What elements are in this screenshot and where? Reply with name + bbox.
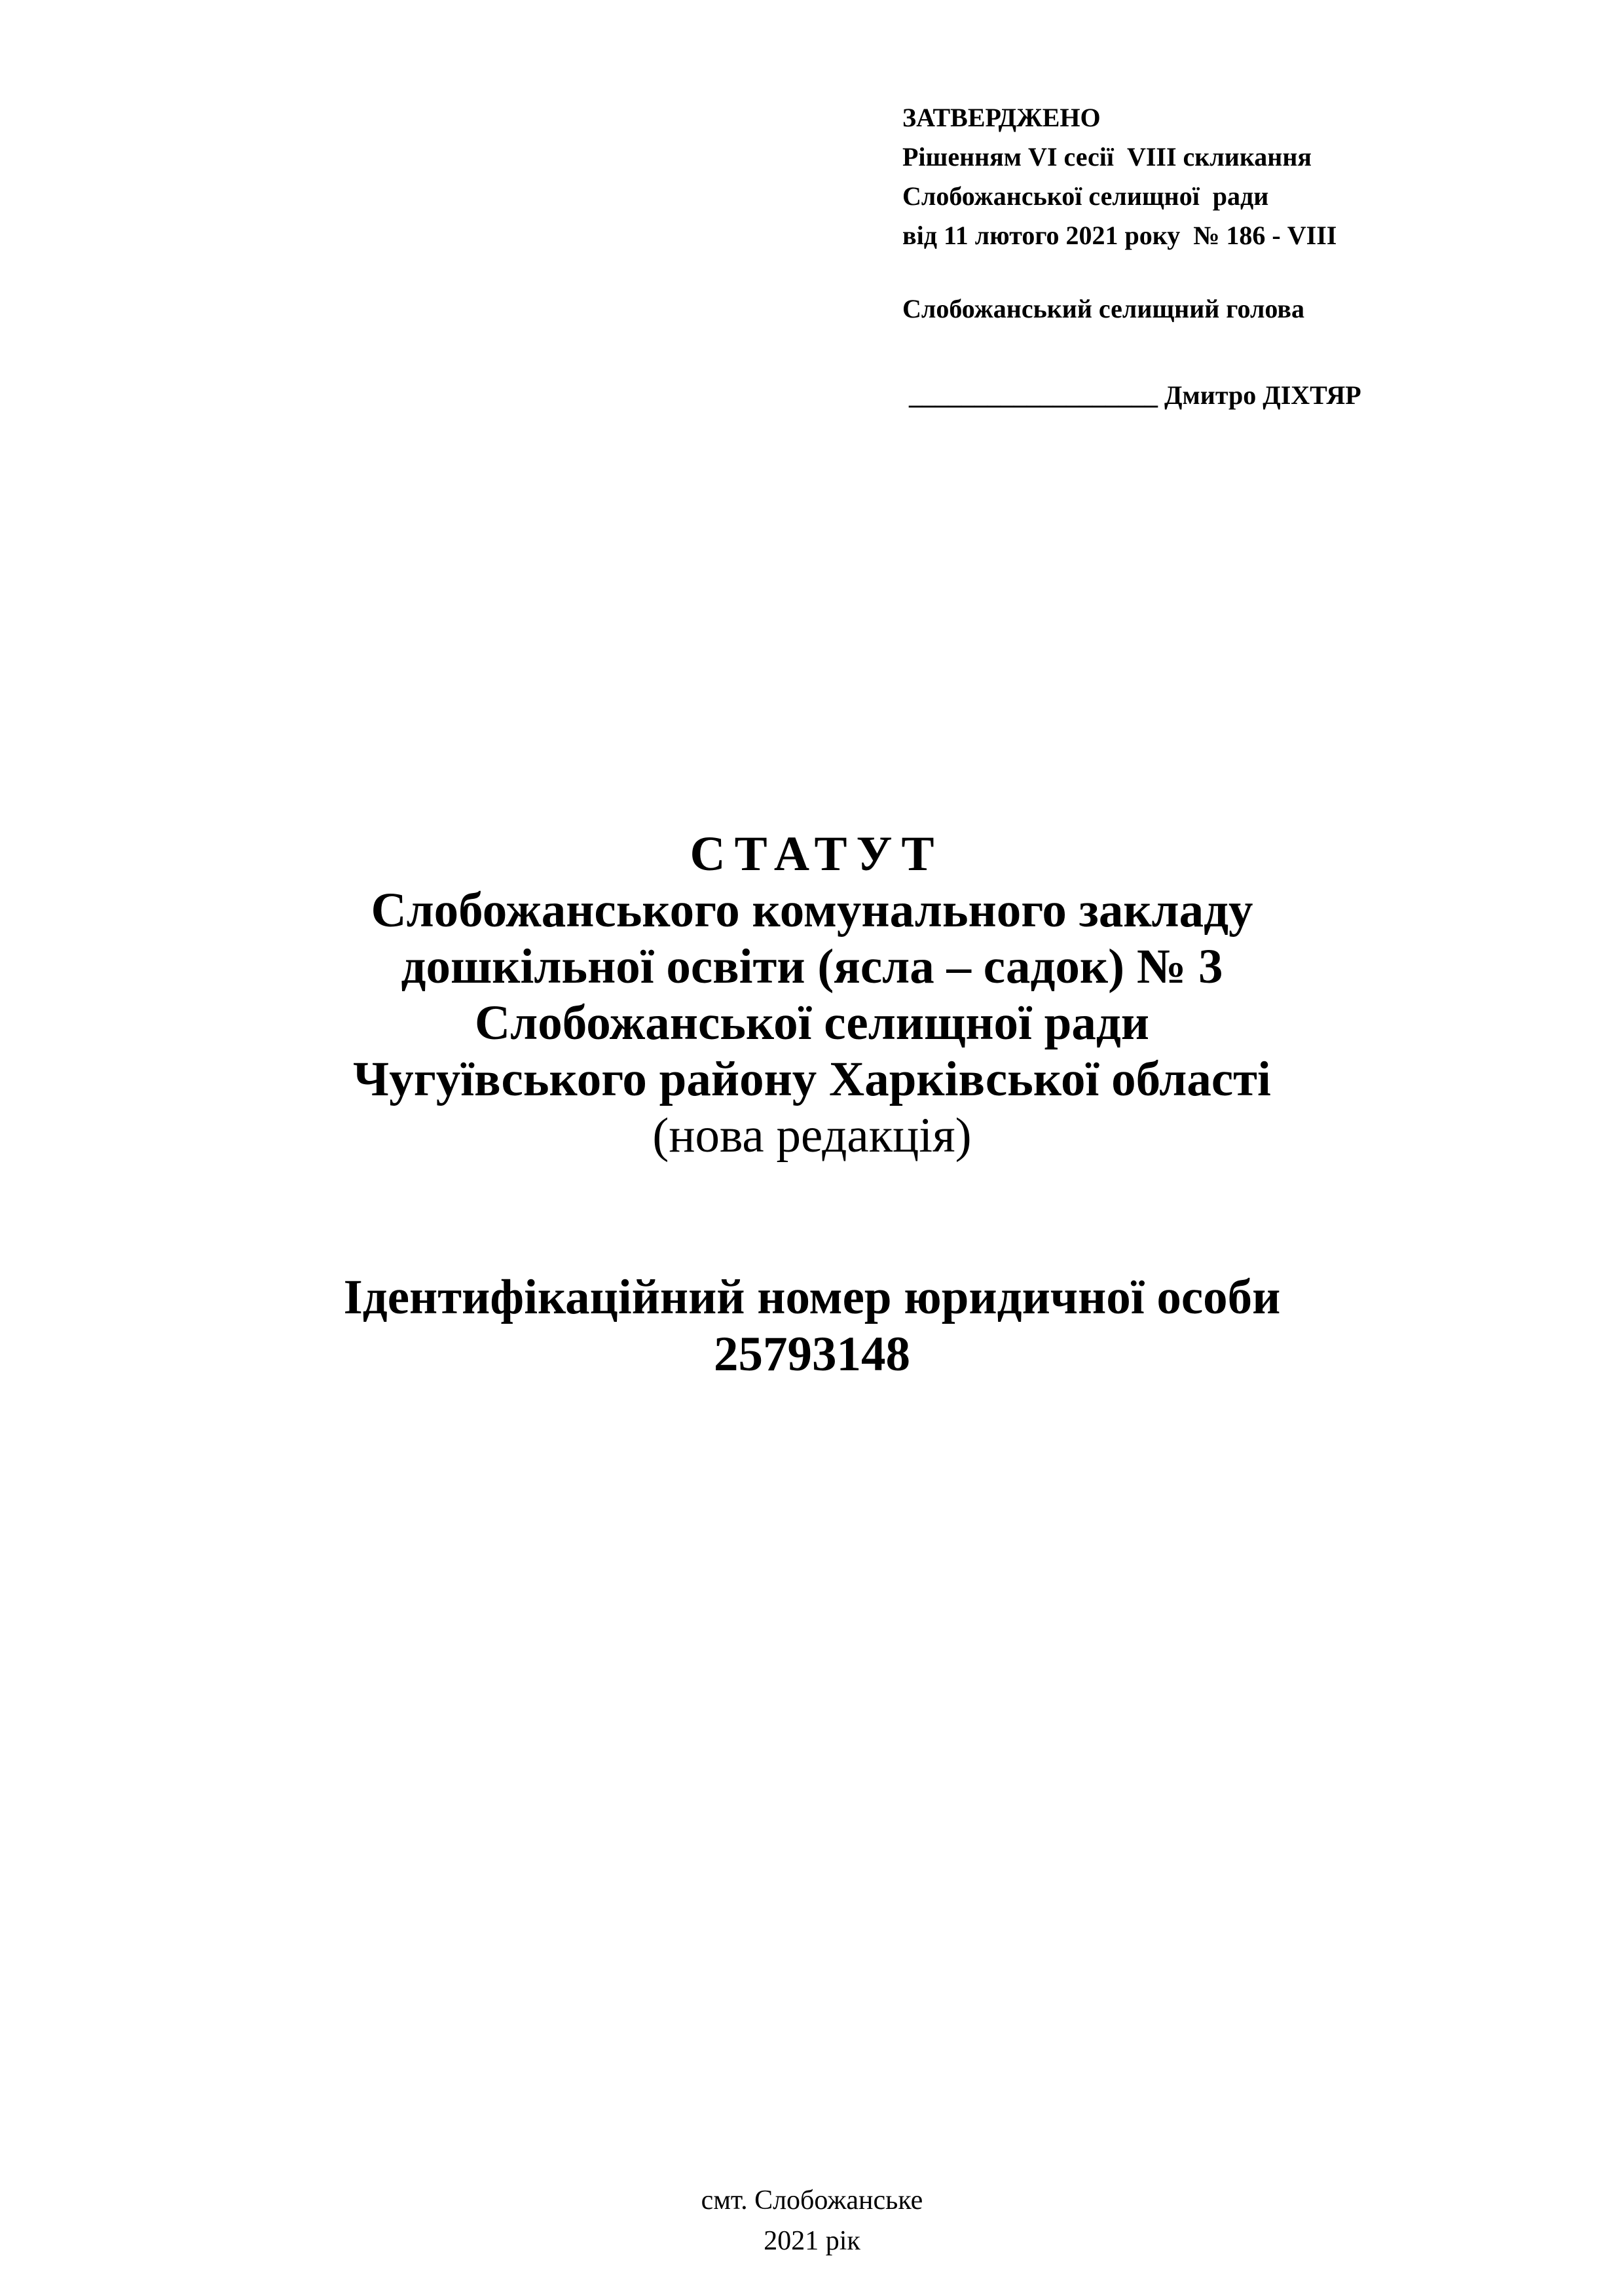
identification-label: Ідентифікаційний номер юридичної особи: [343, 1270, 1281, 1324]
institution-name-line-1: Слобожанського комунального закладу: [371, 883, 1253, 938]
document-title-block: [0, 826, 1624, 1164]
approval-date-line: від 11 лютого 2021 року № 186 - VIII: [902, 221, 1337, 250]
institution-name-line-4: Чугуївського району Харківської області: [353, 1052, 1271, 1106]
identification-block: [0, 1269, 1624, 1383]
approval-council-line: Слобожанської селищної ради: [902, 181, 1269, 211]
approval-stamp-block: [902, 98, 1361, 415]
institution-name-line-2: дошкільної освіти (ясла – садок) № 3: [401, 939, 1223, 994]
footer-place: смт. Слобожанське: [701, 2185, 923, 2215]
institution-name-line-3: Слобожанської селищної ради: [474, 996, 1149, 1050]
identification-number: 25793148: [714, 1327, 910, 1381]
footer-year: 2021 рік: [764, 2226, 860, 2256]
approval-signature-line: ___________________ Дмитро ДІХТЯР: [902, 380, 1361, 410]
edition-note: (нова редакція): [652, 1108, 972, 1163]
document-footer: [0, 2180, 1624, 2261]
document-title: СТАТУТ: [690, 827, 944, 881]
approval-decision-line: Рішенням VI сесії VIII скликання: [902, 142, 1312, 172]
approval-position: Слобожанський селищний голова: [902, 294, 1304, 323]
approval-heading: ЗАТВЕРДЖЕНО: [902, 103, 1101, 132]
